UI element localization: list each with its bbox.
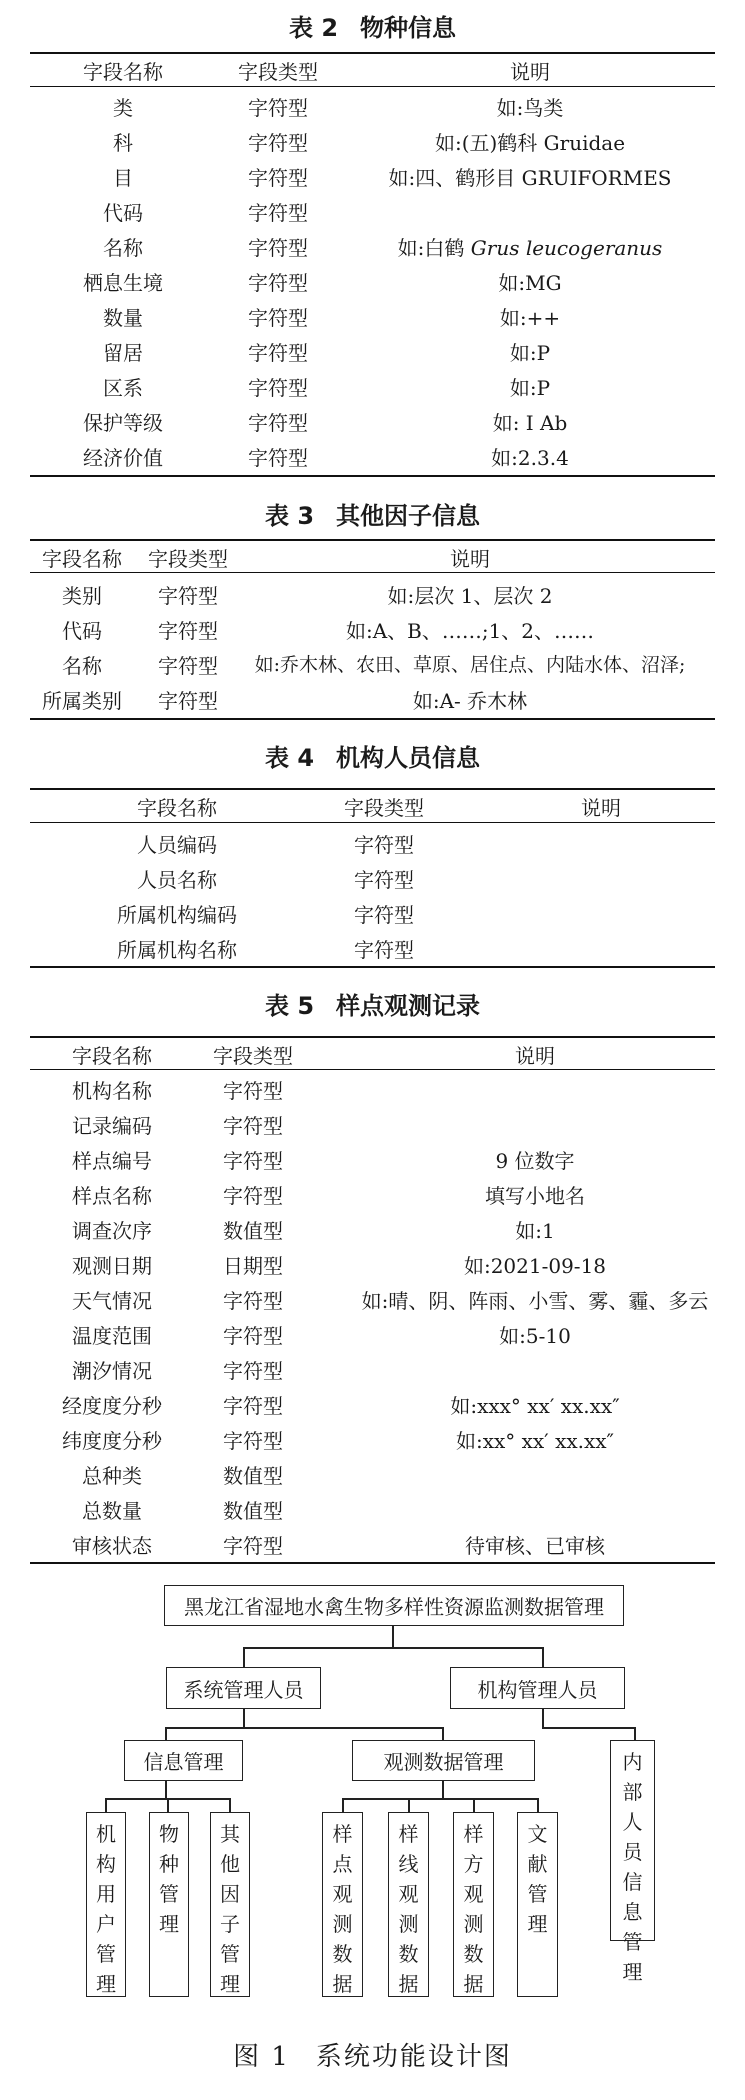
table2-number: 表 2 bbox=[288, 14, 339, 42]
field-desc: 如:xxx° xx′ xx.xx″ bbox=[450, 1394, 620, 1418]
connector-line bbox=[542, 1727, 635, 1729]
field-desc: 如: Ⅰ Ab bbox=[492, 411, 568, 435]
field-type: 字符型 bbox=[248, 411, 308, 435]
field-type: 字符型 bbox=[223, 1114, 283, 1138]
field-name: 科 bbox=[113, 131, 133, 155]
field-desc: 如:5-10 bbox=[499, 1324, 571, 1348]
field-desc: 如:层次 1、层次 2 bbox=[387, 584, 553, 608]
table5-header-rule bbox=[30, 1069, 715, 1070]
internal-staff-node: 内 部 人 员 信 息 管 理 bbox=[610, 1740, 655, 1941]
field-name: 数量 bbox=[103, 306, 143, 330]
table2-header-rule bbox=[30, 86, 715, 87]
field-name: 潮汐情况 bbox=[72, 1359, 152, 1383]
table2-top-rule bbox=[30, 52, 715, 54]
field-desc: 如:(五)鹤科 Gruidae bbox=[434, 131, 626, 155]
field-type: 字符型 bbox=[223, 1184, 283, 1208]
field-desc: 9 位数字 bbox=[495, 1149, 575, 1173]
table4-caption bbox=[0, 738, 745, 773]
field-desc: 待审核、已审核 bbox=[465, 1534, 605, 1558]
field-desc bbox=[398, 232, 663, 261]
table2-title: 物种信息 bbox=[360, 14, 457, 42]
sys-admin-node: 系统管理人员 bbox=[166, 1667, 321, 1709]
connector-line bbox=[442, 1780, 444, 1798]
field-type: 字符型 bbox=[158, 619, 218, 643]
table4-number: 表 4 bbox=[264, 744, 315, 772]
field-type: 字符型 bbox=[223, 1429, 283, 1453]
field-desc-text: 如:白鹤 bbox=[397, 236, 471, 260]
field-type: 字符型 bbox=[248, 96, 308, 120]
field-name: 类别 bbox=[62, 584, 102, 608]
field-name: 所属机构名称 bbox=[117, 938, 237, 962]
field-type: 字符型 bbox=[223, 1394, 283, 1418]
connector-line bbox=[243, 1709, 245, 1727]
table5-header-desc: 说明 bbox=[515, 1044, 555, 1068]
field-type: 字符型 bbox=[354, 833, 414, 857]
connector-line bbox=[342, 1798, 344, 1812]
field-type: 字符型 bbox=[248, 376, 308, 400]
field-name: 温度范围 bbox=[72, 1324, 152, 1348]
table5-caption bbox=[0, 986, 745, 1021]
leaf-node-quadrat-obs: 样 方 观 测 数 据 bbox=[453, 1812, 494, 1997]
table4-header-name: 字段名称 bbox=[137, 796, 217, 820]
leaf-node-literature: 文 献 管 理 bbox=[517, 1812, 558, 1997]
field-name: 审核状态 bbox=[72, 1534, 152, 1558]
connector-line bbox=[442, 1727, 444, 1740]
table5-top-rule bbox=[30, 1036, 715, 1038]
leaf-node-other-factors: 其 他 因 子 管 理 bbox=[210, 1812, 250, 1997]
field-type: 字符型 bbox=[354, 903, 414, 927]
field-name: 名称 bbox=[62, 654, 102, 678]
field-name: 总数量 bbox=[82, 1499, 142, 1523]
table2-caption bbox=[0, 8, 745, 43]
connector-line bbox=[473, 1798, 475, 1812]
connector-line bbox=[408, 1798, 410, 1812]
field-desc: 如:晴、阴、阵雨、小雪、雾、霾、多云 bbox=[361, 1289, 709, 1313]
field-desc: 如:2.3.4 bbox=[491, 446, 569, 470]
field-type: 字符型 bbox=[223, 1359, 283, 1383]
field-name: 栖息生境 bbox=[83, 271, 163, 295]
table5-bottom-rule bbox=[30, 1562, 715, 1564]
field-name: 人员编码 bbox=[137, 833, 217, 857]
field-type: 字符型 bbox=[158, 654, 218, 678]
field-name: 总种类 bbox=[82, 1464, 142, 1488]
leaf-node-species: 物 种 管 理 bbox=[149, 1812, 189, 1997]
field-desc: 如:1 bbox=[515, 1219, 555, 1243]
field-desc: 如:P bbox=[509, 341, 551, 365]
figure-caption bbox=[0, 2036, 745, 2073]
field-name: 经度度分秒 bbox=[62, 1394, 162, 1418]
field-name: 机构名称 bbox=[72, 1079, 152, 1103]
field-name: 留居 bbox=[103, 341, 143, 365]
field-type: 字符型 bbox=[248, 201, 308, 225]
field-type: 字符型 bbox=[223, 1149, 283, 1173]
field-type: 字符型 bbox=[158, 584, 218, 608]
figure-title: 系统功能设计图 bbox=[315, 2042, 512, 2072]
obs-mgmt-node: 观测数据管理 bbox=[352, 1740, 535, 1781]
figure-number: 图 1 bbox=[233, 2042, 290, 2072]
field-name: 人员名称 bbox=[137, 868, 217, 892]
table2-header-type: 字段类型 bbox=[238, 60, 318, 84]
org-admin-node: 机构管理人员 bbox=[450, 1667, 625, 1709]
field-name: 样点名称 bbox=[72, 1184, 152, 1208]
table3-top-rule bbox=[30, 539, 715, 541]
table4-title: 机构人员信息 bbox=[336, 744, 481, 772]
table4-bottom-rule bbox=[30, 966, 715, 968]
field-desc: 如:鸟类 bbox=[496, 96, 564, 120]
field-type: 字符型 bbox=[248, 446, 308, 470]
field-desc: 如:2021-09-18 bbox=[463, 1254, 607, 1278]
connector-line bbox=[243, 1647, 245, 1667]
connector-line bbox=[342, 1798, 538, 1800]
field-type: 字符型 bbox=[223, 1289, 283, 1313]
table3-caption bbox=[0, 496, 745, 531]
table4-header-rule bbox=[30, 822, 715, 823]
connector-line bbox=[392, 1625, 394, 1647]
connector-line bbox=[542, 1709, 544, 1727]
field-name: 名称 bbox=[103, 236, 143, 260]
table2-bottom-rule bbox=[30, 475, 715, 477]
connector-line bbox=[165, 1780, 167, 1798]
table3-number: 表 3 bbox=[264, 502, 315, 530]
table5-title: 样点观测记录 bbox=[336, 992, 481, 1020]
field-type: 数值型 bbox=[223, 1219, 283, 1243]
field-type: 数值型 bbox=[223, 1499, 283, 1523]
field-desc: 如:MG bbox=[498, 271, 562, 295]
connector-line bbox=[229, 1798, 231, 1812]
table2-header-desc: 说明 bbox=[510, 60, 550, 84]
field-name: 天气情况 bbox=[72, 1289, 152, 1313]
root-node: 黑龙江省湿地水禽生物多样性资源监测数据管理 bbox=[164, 1585, 624, 1626]
field-name: 调查次序 bbox=[72, 1219, 152, 1243]
table5-header-name: 字段名称 bbox=[72, 1044, 152, 1068]
field-type: 字符型 bbox=[158, 689, 218, 713]
field-type: 字符型 bbox=[248, 236, 308, 260]
field-type: 字符型 bbox=[248, 166, 308, 190]
table2-header-name: 字段名称 bbox=[83, 60, 163, 84]
field-desc: 如:xx° xx′ xx.xx″ bbox=[455, 1429, 615, 1453]
connector-line bbox=[542, 1647, 544, 1667]
field-desc: 填写小地名 bbox=[485, 1184, 585, 1208]
field-desc: 如:A- 乔木林 bbox=[412, 689, 528, 713]
leaf-node-org-users: 机 构 用 户 管 理 bbox=[86, 1812, 126, 1997]
field-name: 所属机构编码 bbox=[117, 903, 237, 927]
field-desc: 如:A、B、……;1、2、…… bbox=[345, 619, 595, 643]
field-desc: 如:P bbox=[509, 376, 551, 400]
field-name: 类 bbox=[113, 96, 133, 120]
field-desc: 如:++ bbox=[499, 306, 561, 330]
table5-number: 表 5 bbox=[264, 992, 315, 1020]
field-desc: 如:乔木林、农田、草原、居住点、内陆水体、沼泽; bbox=[254, 654, 686, 676]
field-type: 字符型 bbox=[223, 1079, 283, 1103]
field-type: 字符型 bbox=[223, 1324, 283, 1348]
field-type: 字符型 bbox=[248, 131, 308, 155]
table4-header-desc: 说明 bbox=[581, 796, 621, 820]
table5-header-type: 字段类型 bbox=[213, 1044, 293, 1068]
field-name: 纬度度分秒 bbox=[62, 1429, 162, 1453]
table3-header-name: 字段名称 bbox=[42, 547, 122, 571]
field-type: 字符型 bbox=[248, 306, 308, 330]
field-name: 所属类别 bbox=[42, 689, 122, 713]
info-mgmt-node: 信息管理 bbox=[124, 1740, 243, 1781]
leaf-node-line-obs: 样 线 观 测 数 据 bbox=[388, 1812, 429, 1997]
field-name: 保护等级 bbox=[83, 411, 163, 435]
leaf-node-point-obs: 样 点 观 测 数 据 bbox=[322, 1812, 363, 1997]
connector-line bbox=[634, 1727, 636, 1740]
table3-header-desc: 说明 bbox=[450, 547, 490, 571]
connector-line bbox=[537, 1798, 539, 1812]
table4-header-type: 字段类型 bbox=[344, 796, 424, 820]
field-type: 字符型 bbox=[354, 868, 414, 892]
field-name: 目 bbox=[113, 166, 133, 190]
field-desc: 如:四、鹤形目 GRUIFORMES bbox=[388, 166, 672, 190]
table3-title: 其他因子信息 bbox=[336, 502, 481, 530]
field-type: 字符型 bbox=[248, 271, 308, 295]
field-name: 样点编号 bbox=[72, 1149, 152, 1173]
field-type: 字符型 bbox=[354, 938, 414, 962]
connector-line bbox=[243, 1647, 543, 1649]
field-name: 区系 bbox=[103, 376, 143, 400]
field-name: 经济价值 bbox=[83, 446, 163, 470]
table3-header-rule bbox=[30, 572, 715, 573]
connector-line bbox=[167, 1798, 169, 1812]
table3-bottom-rule bbox=[30, 718, 715, 720]
field-type: 字符型 bbox=[248, 341, 308, 365]
field-name: 记录编码 bbox=[72, 1114, 152, 1138]
field-name: 代码 bbox=[103, 201, 143, 225]
table3-header-type: 字段类型 bbox=[148, 547, 228, 571]
connector-line bbox=[165, 1727, 167, 1740]
field-type: 字符型 bbox=[223, 1534, 283, 1558]
connector-line bbox=[165, 1727, 443, 1729]
field-type: 日期型 bbox=[223, 1254, 283, 1278]
field-name: 观测日期 bbox=[72, 1254, 152, 1278]
latin-name: Grus leucogeranus bbox=[470, 236, 663, 260]
field-type: 数值型 bbox=[223, 1464, 283, 1488]
connector-line bbox=[105, 1798, 107, 1812]
field-name: 代码 bbox=[62, 619, 102, 643]
table4-top-rule bbox=[30, 788, 715, 790]
